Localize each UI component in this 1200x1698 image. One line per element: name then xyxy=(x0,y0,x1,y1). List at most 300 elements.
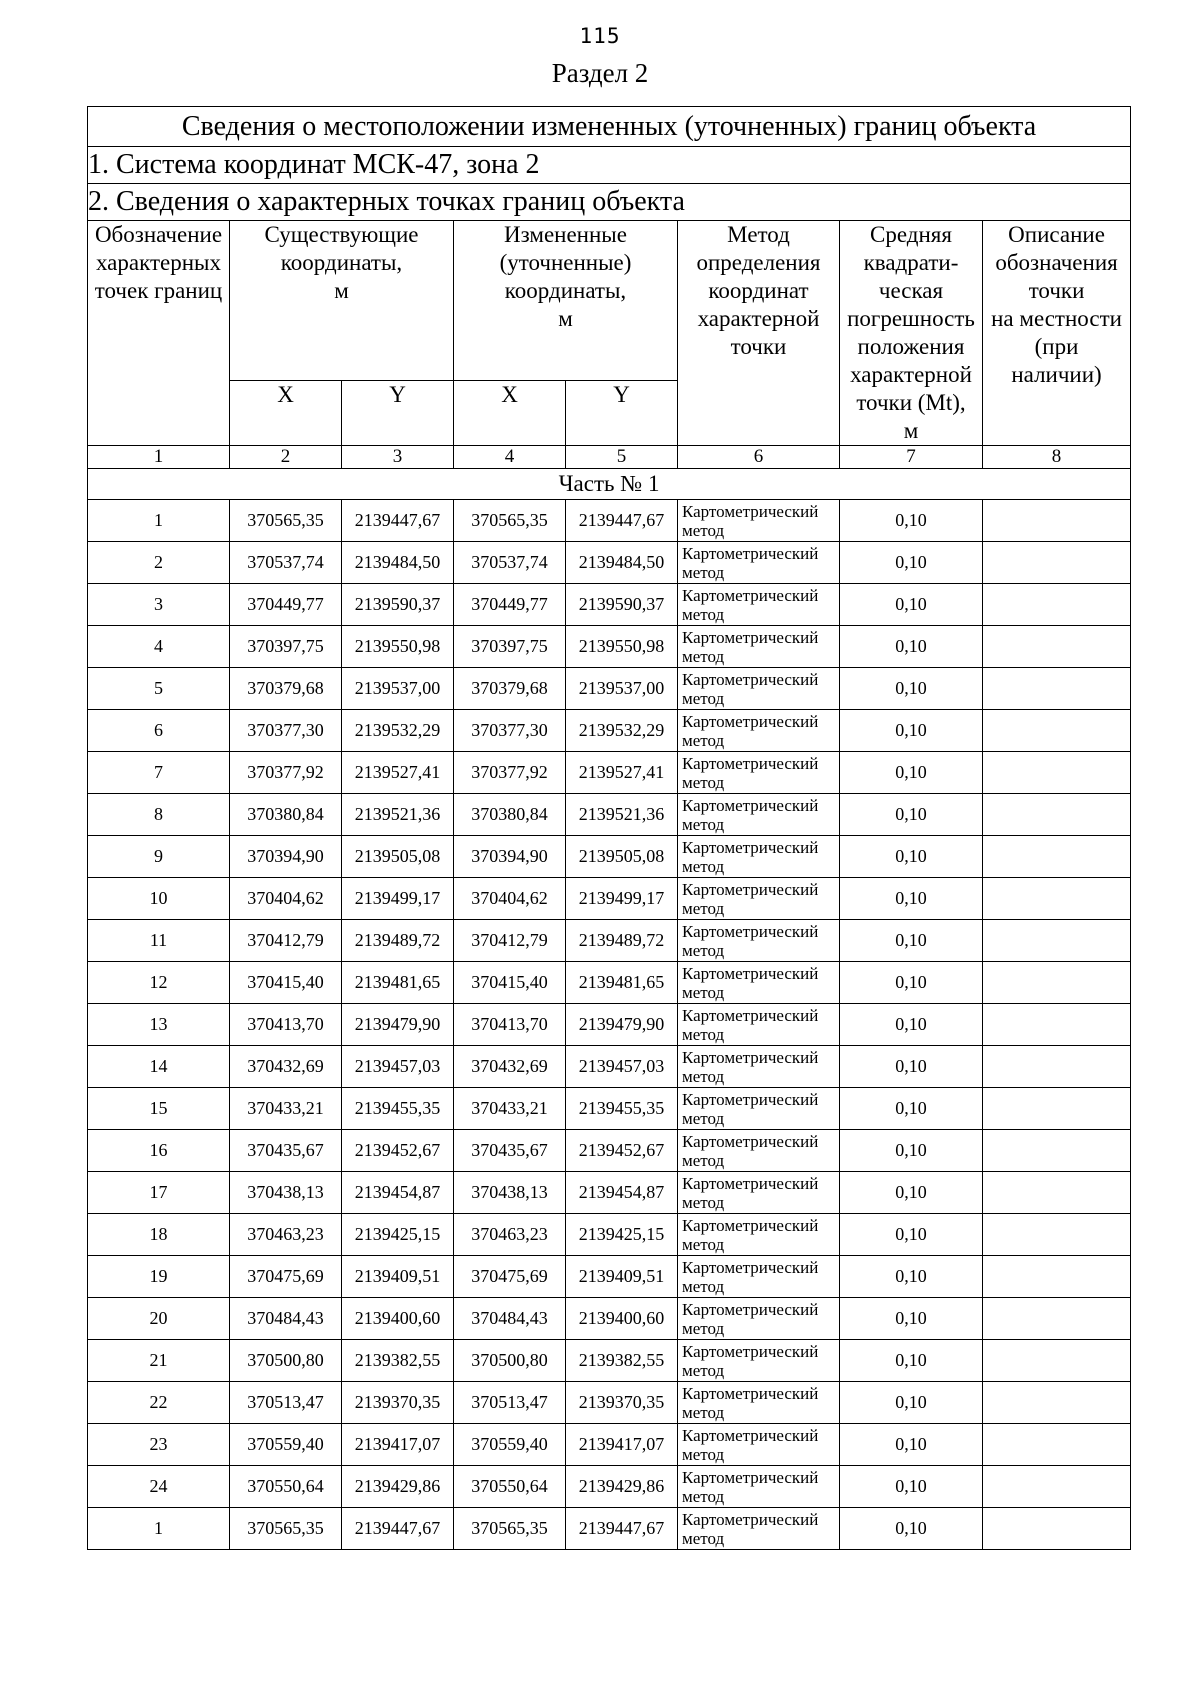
table-row xyxy=(88,920,1131,962)
method-line: Картометрический xyxy=(682,1467,819,1487)
existing-y: 2139489,72 xyxy=(342,920,454,962)
existing-y: 2139447,67 xyxy=(342,1508,454,1550)
header-line: точки xyxy=(1028,278,1085,303)
table-row xyxy=(88,1466,1131,1508)
method xyxy=(678,1256,840,1298)
method-line: метод xyxy=(682,1444,725,1464)
point-description xyxy=(983,1214,1131,1256)
header-line: характерных xyxy=(95,250,221,275)
existing-x: 370500,80 xyxy=(230,1340,342,1382)
column-number: 2 xyxy=(230,446,342,469)
point-number: 15 xyxy=(88,1088,230,1130)
mean-square-error: 0,10 xyxy=(840,962,983,1004)
table-row xyxy=(88,1256,1131,1298)
changed-x: 370537,74 xyxy=(454,542,566,584)
method xyxy=(678,1466,840,1508)
changed-y: 2139429,86 xyxy=(566,1466,678,1508)
method xyxy=(678,542,840,584)
existing-x: 370435,67 xyxy=(230,1130,342,1172)
method-line: метод xyxy=(682,940,725,960)
method xyxy=(678,1004,840,1046)
point-number: 7 xyxy=(88,752,230,794)
existing-y: 2139457,03 xyxy=(342,1046,454,1088)
mean-square-error: 0,10 xyxy=(840,920,983,962)
existing-x: 370397,75 xyxy=(230,626,342,668)
changed-y: 2139457,03 xyxy=(566,1046,678,1088)
point-description xyxy=(983,668,1131,710)
changed-y: 2139550,98 xyxy=(566,626,678,668)
existing-x: 370413,70 xyxy=(230,1004,342,1046)
point-number: 13 xyxy=(88,1004,230,1046)
table-row xyxy=(88,1130,1131,1172)
method-line: Картометрический xyxy=(682,1089,819,1109)
changed-y: 2139532,29 xyxy=(566,710,678,752)
method-line: метод xyxy=(682,1234,725,1254)
header-line: Средняя xyxy=(870,222,952,247)
mean-square-error: 0,10 xyxy=(840,1172,983,1214)
header-line: (уточненные) xyxy=(499,250,632,275)
point-description xyxy=(983,626,1131,668)
point-number: 18 xyxy=(88,1214,230,1256)
method-line: метод xyxy=(682,814,725,834)
existing-x: 370394,90 xyxy=(230,836,342,878)
method xyxy=(678,584,840,626)
method-line: Картометрический xyxy=(682,879,819,899)
table-row xyxy=(88,1214,1131,1256)
existing-y: 2139481,65 xyxy=(342,962,454,1004)
method xyxy=(678,1424,840,1466)
header-line: положения xyxy=(857,334,965,359)
point-number: 21 xyxy=(88,1340,230,1382)
point-number: 16 xyxy=(88,1130,230,1172)
changed-x: 370438,13 xyxy=(454,1172,566,1214)
changed-y: 2139479,90 xyxy=(566,1004,678,1046)
method xyxy=(678,626,840,668)
changed-y: 2139527,41 xyxy=(566,752,678,794)
existing-x: 370415,40 xyxy=(230,962,342,1004)
point-description xyxy=(983,1508,1131,1550)
method-line: метод xyxy=(682,688,725,708)
table-row xyxy=(88,1508,1131,1550)
existing-y: 2139479,90 xyxy=(342,1004,454,1046)
method-line: Картометрический xyxy=(682,669,819,689)
point-description xyxy=(983,1424,1131,1466)
changed-x: 370433,21 xyxy=(454,1088,566,1130)
point-number: 3 xyxy=(88,584,230,626)
point-number: 1 xyxy=(88,500,230,542)
point-description xyxy=(983,752,1131,794)
method xyxy=(678,1130,840,1172)
point-number: 8 xyxy=(88,794,230,836)
existing-x: 370380,84 xyxy=(230,794,342,836)
existing-y: 2139590,37 xyxy=(342,584,454,626)
method xyxy=(678,1382,840,1424)
point-description xyxy=(983,1298,1131,1340)
mean-square-error: 0,10 xyxy=(840,1340,983,1382)
existing-y: 2139370,35 xyxy=(342,1382,454,1424)
table-row xyxy=(88,1004,1131,1046)
table-row xyxy=(88,1046,1131,1088)
table-row xyxy=(88,626,1131,668)
point-number: 10 xyxy=(88,878,230,920)
point-description xyxy=(983,1466,1131,1508)
point-description xyxy=(983,878,1131,920)
mean-square-error: 0,10 xyxy=(840,1466,983,1508)
mean-square-error: 0,10 xyxy=(840,1382,983,1424)
table-row xyxy=(88,1172,1131,1214)
existing-x: 370438,13 xyxy=(230,1172,342,1214)
method-line: метод xyxy=(682,1318,725,1338)
changed-y: 2139370,35 xyxy=(566,1382,678,1424)
existing-x: 370377,30 xyxy=(230,710,342,752)
header-mean-square-error xyxy=(840,221,983,446)
method-line: Картометрический xyxy=(682,1131,819,1151)
table-row xyxy=(88,584,1131,626)
method-line: Картометрический xyxy=(682,1509,819,1529)
header-method xyxy=(678,221,840,446)
method-line: метод xyxy=(682,562,725,582)
header-line: характерной xyxy=(697,306,820,331)
method-line: метод xyxy=(682,1528,725,1548)
column-number: 6 xyxy=(678,446,840,469)
method-line: метод xyxy=(682,1024,725,1044)
table-row xyxy=(88,836,1131,878)
header-changed-coordinates xyxy=(454,221,678,381)
changed-x: 370397,75 xyxy=(454,626,566,668)
existing-x: 370484,43 xyxy=(230,1298,342,1340)
changed-x: 370463,23 xyxy=(454,1214,566,1256)
method xyxy=(678,710,840,752)
changed-x: 370379,68 xyxy=(454,668,566,710)
method-line: Картометрический xyxy=(682,1173,819,1193)
method-line: метод xyxy=(682,856,725,876)
mean-square-error: 0,10 xyxy=(840,1298,983,1340)
column-number: 1 xyxy=(88,446,230,469)
method xyxy=(678,752,840,794)
method-line: Картометрический xyxy=(682,837,819,857)
point-number: 20 xyxy=(88,1298,230,1340)
method-line: Картометрический xyxy=(682,753,819,773)
point-number: 17 xyxy=(88,1172,230,1214)
method-line: Картометрический xyxy=(682,1341,819,1361)
mean-square-error: 0,10 xyxy=(840,752,983,794)
method-line: метод xyxy=(682,730,725,750)
method-line: Картометрический xyxy=(682,627,819,647)
table-row xyxy=(88,1298,1131,1340)
existing-x: 370379,68 xyxy=(230,668,342,710)
method-line: метод xyxy=(682,1276,725,1296)
method-line: метод xyxy=(682,982,725,1002)
existing-y: 2139521,36 xyxy=(342,794,454,836)
point-description xyxy=(983,1172,1131,1214)
changed-y: 2139452,67 xyxy=(566,1130,678,1172)
header-line: Измененные xyxy=(504,222,627,247)
existing-x: 370475,69 xyxy=(230,1256,342,1298)
existing-x: 370565,35 xyxy=(230,500,342,542)
mean-square-error: 0,10 xyxy=(840,1508,983,1550)
point-description xyxy=(983,1256,1131,1298)
existing-x: 370513,47 xyxy=(230,1382,342,1424)
changed-x: 370550,64 xyxy=(454,1466,566,1508)
header-line: определения xyxy=(696,250,821,275)
existing-y: 2139537,00 xyxy=(342,668,454,710)
existing-y: 2139527,41 xyxy=(342,752,454,794)
header-line: точки xyxy=(730,334,787,359)
method-line: Картометрический xyxy=(682,543,819,563)
existing-x: 370463,23 xyxy=(230,1214,342,1256)
changed-x: 370412,79 xyxy=(454,920,566,962)
method-line: Картометрический xyxy=(682,1257,819,1277)
mean-square-error: 0,10 xyxy=(840,794,983,836)
point-description xyxy=(983,500,1131,542)
method-line: Картометрический xyxy=(682,1425,819,1445)
column-number: 8 xyxy=(983,446,1131,469)
changed-y: 2139505,08 xyxy=(566,836,678,878)
header-line: м xyxy=(334,278,349,303)
existing-y: 2139454,87 xyxy=(342,1172,454,1214)
changed-y: 2139417,07 xyxy=(566,1424,678,1466)
table-row xyxy=(88,668,1131,710)
header-line: характерной xyxy=(850,362,972,387)
method xyxy=(678,1088,840,1130)
method-line: метод xyxy=(682,1108,725,1128)
header-existing-y: Y xyxy=(342,380,454,445)
existing-y: 2139425,15 xyxy=(342,1214,454,1256)
method-line: Картометрический xyxy=(682,711,819,731)
point-number: 14 xyxy=(88,1046,230,1088)
method-line: метод xyxy=(682,1402,725,1422)
method-line: метод xyxy=(682,520,725,540)
changed-x: 370484,43 xyxy=(454,1298,566,1340)
point-number: 24 xyxy=(88,1466,230,1508)
point-description xyxy=(983,710,1131,752)
table-row xyxy=(88,542,1131,584)
header-description xyxy=(983,221,1131,446)
method xyxy=(678,1298,840,1340)
point-number: 22 xyxy=(88,1382,230,1424)
existing-x: 370404,62 xyxy=(230,878,342,920)
existing-y: 2139505,08 xyxy=(342,836,454,878)
table-row xyxy=(88,1424,1131,1466)
method xyxy=(678,794,840,836)
point-description xyxy=(983,1130,1131,1172)
changed-x: 370475,69 xyxy=(454,1256,566,1298)
mean-square-error: 0,10 xyxy=(840,1130,983,1172)
changed-y: 2139481,65 xyxy=(566,962,678,1004)
header-changed-y: Y xyxy=(566,380,678,445)
changed-x: 370435,67 xyxy=(454,1130,566,1172)
mean-square-error: 0,10 xyxy=(840,1214,983,1256)
method xyxy=(678,1340,840,1382)
point-description xyxy=(983,1382,1131,1424)
existing-y: 2139382,55 xyxy=(342,1340,454,1382)
existing-y: 2139499,17 xyxy=(342,878,454,920)
table-title: Сведения о местоположении измененных (уточненных) границ объекта xyxy=(88,107,1131,147)
method xyxy=(678,962,840,1004)
method-line: Картометрический xyxy=(682,921,819,941)
header-line: координаты, xyxy=(280,250,403,275)
changed-y: 2139455,35 xyxy=(566,1088,678,1130)
part-label: Часть № 1 xyxy=(88,469,1131,500)
point-description xyxy=(983,1340,1131,1382)
changed-x: 370394,90 xyxy=(454,836,566,878)
mean-square-error: 0,10 xyxy=(840,710,983,752)
characteristic-points-line: 2. Сведения о характерных точках границ объекта xyxy=(88,184,1131,221)
column-number: 3 xyxy=(342,446,454,469)
changed-y: 2139590,37 xyxy=(566,584,678,626)
changed-x: 370415,40 xyxy=(454,962,566,1004)
changed-y: 2139537,00 xyxy=(566,668,678,710)
existing-x: 370412,79 xyxy=(230,920,342,962)
point-description xyxy=(983,962,1131,1004)
header-line: наличии) xyxy=(1011,362,1102,387)
mean-square-error: 0,10 xyxy=(840,542,983,584)
existing-y: 2139532,29 xyxy=(342,710,454,752)
changed-x: 370565,35 xyxy=(454,500,566,542)
existing-x: 370550,64 xyxy=(230,1466,342,1508)
column-number-row xyxy=(88,446,1131,469)
table-row xyxy=(88,1340,1131,1382)
method xyxy=(678,920,840,962)
existing-y: 2139452,67 xyxy=(342,1130,454,1172)
changed-x: 370513,47 xyxy=(454,1382,566,1424)
method xyxy=(678,1172,840,1214)
point-number: 6 xyxy=(88,710,230,752)
header-line: точки (Mt), xyxy=(856,390,966,415)
existing-x: 370449,77 xyxy=(230,584,342,626)
existing-x: 370565,35 xyxy=(230,1508,342,1550)
mean-square-error: 0,10 xyxy=(840,1046,983,1088)
point-number: 12 xyxy=(88,962,230,1004)
existing-y: 2139429,86 xyxy=(342,1466,454,1508)
changed-y: 2139499,17 xyxy=(566,878,678,920)
header-line: ческая xyxy=(878,278,944,303)
existing-y: 2139484,50 xyxy=(342,542,454,584)
header-line: обозначения xyxy=(995,250,1118,275)
point-number: 11 xyxy=(88,920,230,962)
mean-square-error: 0,10 xyxy=(840,626,983,668)
header-line: Описание xyxy=(1008,222,1105,247)
method-line: Картометрический xyxy=(682,585,819,605)
boundary-points-table xyxy=(87,106,1131,1550)
point-description xyxy=(983,920,1131,962)
method xyxy=(678,668,840,710)
header-line: на местности xyxy=(991,306,1122,331)
table-row xyxy=(88,962,1131,1004)
table-row xyxy=(88,710,1131,752)
method-line: метод xyxy=(682,1192,725,1212)
mean-square-error: 0,10 xyxy=(840,668,983,710)
header-line: Обозначение xyxy=(94,222,223,247)
changed-y: 2139447,67 xyxy=(566,1508,678,1550)
table-row xyxy=(88,1088,1131,1130)
changed-x: 370377,92 xyxy=(454,752,566,794)
header-line: погрешность xyxy=(847,306,975,331)
changed-x: 370559,40 xyxy=(454,1424,566,1466)
method xyxy=(678,836,840,878)
method-line: метод xyxy=(682,1150,725,1170)
column-number: 5 xyxy=(566,446,678,469)
method xyxy=(678,1214,840,1256)
header-line: м xyxy=(903,418,919,443)
point-description xyxy=(983,794,1131,836)
existing-x: 370433,21 xyxy=(230,1088,342,1130)
section-title: Раздел 2 xyxy=(551,58,649,88)
existing-x: 370432,69 xyxy=(230,1046,342,1088)
method-line: метод xyxy=(682,1486,725,1506)
changed-y: 2139425,15 xyxy=(566,1214,678,1256)
method-line: Картометрический xyxy=(682,1215,819,1235)
table-row xyxy=(88,878,1131,920)
existing-x: 370377,92 xyxy=(230,752,342,794)
header-line: Метод xyxy=(727,222,790,247)
method xyxy=(678,500,840,542)
page-number: 115 xyxy=(579,24,621,48)
method xyxy=(678,1046,840,1088)
mean-square-error: 0,10 xyxy=(840,1424,983,1466)
table-row xyxy=(88,752,1131,794)
existing-y: 2139417,07 xyxy=(342,1424,454,1466)
method-line: Картометрический xyxy=(682,1383,819,1403)
header-point-designation xyxy=(88,221,230,446)
table-row xyxy=(88,1382,1131,1424)
column-number: 4 xyxy=(454,446,566,469)
changed-y: 2139454,87 xyxy=(566,1172,678,1214)
header-existing-x: X xyxy=(230,380,342,445)
method-line: Картометрический xyxy=(682,795,819,815)
header-line: координаты, xyxy=(504,278,627,303)
mean-square-error: 0,10 xyxy=(840,1004,983,1046)
header-line: Существующие xyxy=(264,222,419,247)
point-description xyxy=(983,1046,1131,1088)
method-line: Картометрический xyxy=(682,963,819,983)
mean-square-error: 0,10 xyxy=(840,836,983,878)
changed-y: 2139400,60 xyxy=(566,1298,678,1340)
point-number: 4 xyxy=(88,626,230,668)
header-line: точек границ xyxy=(94,278,223,303)
changed-y: 2139382,55 xyxy=(566,1340,678,1382)
method-line: метод xyxy=(682,898,725,918)
method xyxy=(678,1508,840,1550)
changed-x: 370404,62 xyxy=(454,878,566,920)
existing-y: 2139455,35 xyxy=(342,1088,454,1130)
existing-y: 2139550,98 xyxy=(342,626,454,668)
point-number: 2 xyxy=(88,542,230,584)
header-line: (при xyxy=(1034,334,1079,359)
point-description xyxy=(983,1004,1131,1046)
point-description xyxy=(983,542,1131,584)
method-line: Картометрический xyxy=(682,1299,819,1319)
method-line: метод xyxy=(682,772,725,792)
header-line: м xyxy=(558,306,573,331)
changed-y: 2139484,50 xyxy=(566,542,678,584)
coordinate-system-line: 1. Система координат МСК-47, зона 2 xyxy=(88,147,1131,184)
point-number: 5 xyxy=(88,668,230,710)
table-row xyxy=(88,794,1131,836)
method-line: Картометрический xyxy=(682,501,819,521)
changed-y: 2139489,72 xyxy=(566,920,678,962)
method-line: Картометрический xyxy=(682,1005,819,1025)
mean-square-error: 0,10 xyxy=(840,1256,983,1298)
existing-y: 2139409,51 xyxy=(342,1256,454,1298)
point-description xyxy=(983,584,1131,626)
existing-x: 370559,40 xyxy=(230,1424,342,1466)
header-line: координат xyxy=(708,278,809,303)
table-row xyxy=(88,500,1131,542)
changed-x: 370449,77 xyxy=(454,584,566,626)
method-line: метод xyxy=(682,604,725,624)
method-line: Картометрический xyxy=(682,1047,819,1067)
